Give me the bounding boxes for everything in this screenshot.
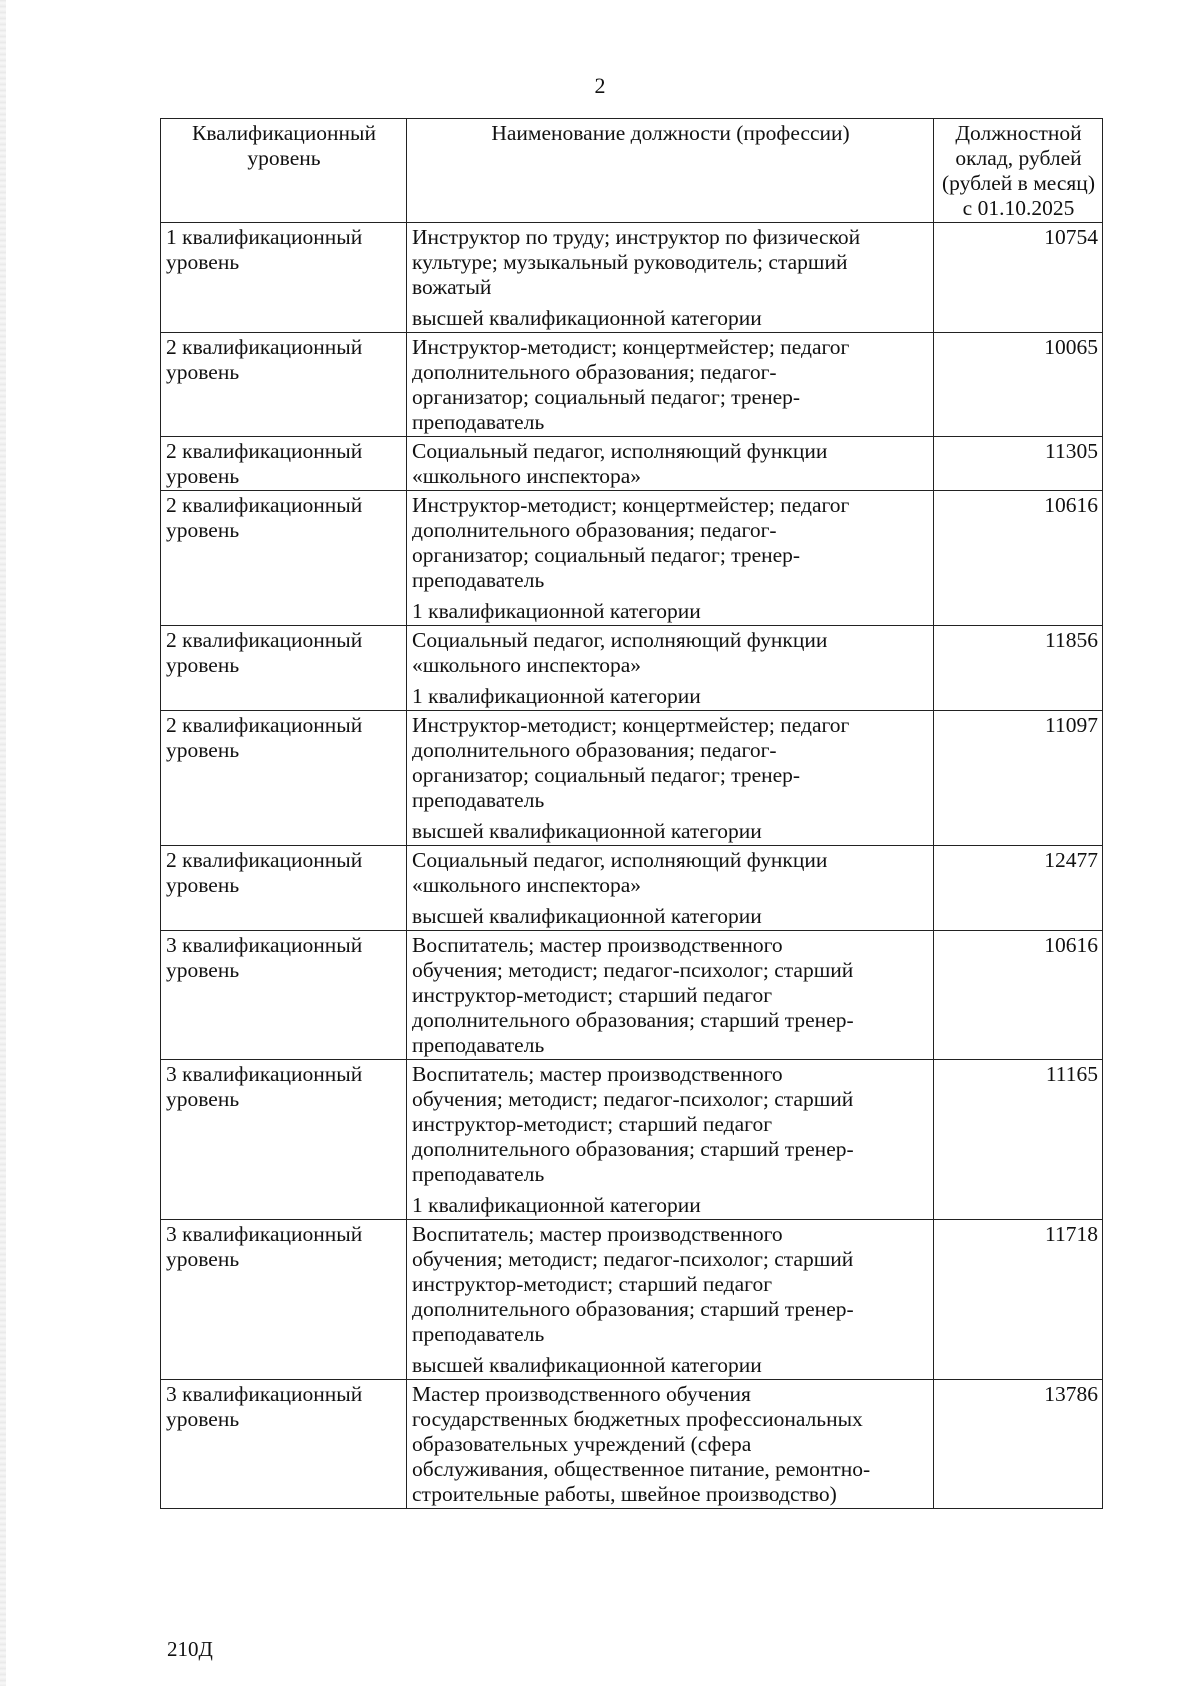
table-header-row	[161, 119, 1103, 223]
header-level	[161, 119, 407, 223]
salary-table	[160, 118, 1103, 1509]
cell-level-line: 2 квалификационный	[166, 628, 363, 652]
header-level-line: Квалификационный	[192, 121, 376, 145]
cell-position-name	[407, 223, 934, 333]
cell-position-line: преподаватель	[412, 568, 545, 592]
cell-position-line: организатор; социальный педагог; тренер-	[412, 385, 801, 409]
cell-position-line: преподаватель	[412, 1322, 545, 1346]
cell-position-name	[407, 931, 934, 1060]
cell-position-line: Социальный педагог, исполняющий функции	[412, 439, 828, 463]
cell-salary: 12477	[934, 846, 1103, 931]
cell-level-line: 3 квалификационный	[166, 1382, 363, 1406]
cell-position-line: инструктор-методист; старший педагог	[412, 1112, 773, 1136]
cell-level-line: уровень	[166, 653, 240, 677]
table-row	[161, 1380, 1103, 1509]
cell-position-line: обучения; методист; педагог-психолог; старший	[412, 1087, 854, 1111]
cell-salary: 11856	[934, 626, 1103, 711]
cell-level-line: уровень	[166, 873, 240, 897]
header-salary-line: с 01.10.2025	[962, 196, 1075, 220]
footer-code: 210Д	[167, 1637, 213, 1661]
cell-salary: 10616	[934, 491, 1103, 626]
cell-level	[161, 1060, 407, 1220]
cell-level-line: уровень	[166, 518, 240, 542]
cell-position-line: Мастер производственного обучения	[412, 1382, 751, 1406]
cell-category: высшей квалификационной категории	[412, 306, 762, 330]
cell-salary: 11165	[934, 1060, 1103, 1220]
cell-salary: 10616	[934, 931, 1103, 1060]
table-row	[161, 1220, 1103, 1380]
cell-level-line: уровень	[166, 958, 240, 982]
cell-position-line: Социальный педагог, исполняющий функции	[412, 628, 828, 652]
cell-position-line: преподаватель	[412, 1162, 545, 1186]
cell-level	[161, 437, 407, 491]
cell-level	[161, 491, 407, 626]
cell-level-line: уровень	[166, 464, 240, 488]
table-row	[161, 437, 1103, 491]
cell-position-line: дополнительного образования; старший тренер-	[412, 1137, 854, 1161]
cell-level-line: 1 квалификационный	[166, 225, 363, 249]
cell-level	[161, 846, 407, 931]
cell-salary: 11305	[934, 437, 1103, 491]
table-row	[161, 846, 1103, 931]
cell-position-line: Воспитатель; мастер производственного	[412, 1062, 783, 1086]
cell-position-name	[407, 846, 934, 931]
cell-salary: 11097	[934, 711, 1103, 846]
cell-position-line: обучения; методист; педагог-психолог; старший	[412, 958, 854, 982]
cell-position-name	[407, 491, 934, 626]
cell-position-name	[407, 437, 934, 491]
header-level-line: уровень	[247, 146, 321, 170]
cell-level	[161, 1380, 407, 1509]
cell-level-line: 3 квалификационный	[166, 933, 363, 957]
cell-level-line: 2 квалификационный	[166, 713, 363, 737]
cell-position-line: обслуживания, общественное питание, ремонтно-	[412, 1457, 871, 1481]
cell-position-line: государственных бюджетных профессиональных	[412, 1407, 863, 1431]
cell-level-line: 3 квалификационный	[166, 1222, 363, 1246]
cell-salary: 10754	[934, 223, 1103, 333]
table-row	[161, 491, 1103, 626]
cell-position-line: культуре; музыкальный руководитель; старший	[412, 250, 848, 274]
cell-position-line: Инструктор-методист; концертмейстер; педагог	[412, 713, 850, 737]
cell-level	[161, 333, 407, 437]
cell-position-line: инструктор-методист; старший педагог	[412, 1272, 773, 1296]
cell-position-line: преподаватель	[412, 1033, 545, 1057]
cell-position-line: преподаватель	[412, 410, 545, 434]
cell-category: 1 квалификационной категории	[412, 599, 701, 623]
cell-position-line: вожатый	[412, 275, 492, 299]
cell-position-line: дополнительного образования; педагог-	[412, 738, 777, 762]
cell-position-line: Воспитатель; мастер производственного	[412, 933, 783, 957]
cell-position-line: Инструктор по труду; инструктор по физической	[412, 225, 861, 249]
cell-position-line: обучения; методист; педагог-психолог; старший	[412, 1247, 854, 1271]
page-number: 2	[594, 73, 606, 98]
cell-position-line: Воспитатель; мастер производственного	[412, 1222, 783, 1246]
cell-level-line: 2 квалификационный	[166, 439, 363, 463]
table-row	[161, 333, 1103, 437]
cell-position-line: Инструктор-методист; концертмейстер; педагог	[412, 493, 850, 517]
cell-level	[161, 626, 407, 711]
cell-position-name	[407, 711, 934, 846]
cell-level	[161, 931, 407, 1060]
cell-salary: 10065	[934, 333, 1103, 437]
cell-level-line: 2 квалификационный	[166, 848, 363, 872]
cell-position-line: Социальный педагог, исполняющий функции	[412, 848, 828, 872]
cell-level-line: уровень	[166, 250, 240, 274]
cell-position-line: организатор; социальный педагог; тренер-	[412, 543, 801, 567]
cell-level	[161, 1220, 407, 1380]
cell-level	[161, 711, 407, 846]
scan-edge	[0, 0, 6, 1686]
table-row	[161, 223, 1103, 333]
cell-position-line: «школьного инспектора»	[412, 653, 641, 677]
cell-position-name	[407, 1220, 934, 1380]
table-row	[161, 711, 1103, 846]
cell-level-line: уровень	[166, 738, 240, 762]
cell-position-line: дополнительного образования; педагог-	[412, 518, 777, 542]
cell-position-line: дополнительного образования; старший тренер-	[412, 1297, 854, 1321]
cell-level-line: уровень	[166, 360, 240, 384]
cell-position-line: «школьного инспектора»	[412, 464, 641, 488]
cell-level-line: 3 квалификационный	[166, 1062, 363, 1086]
cell-salary: 13786	[934, 1380, 1103, 1509]
header-salary-line: оклад, рублей	[955, 146, 1082, 170]
cell-position-name	[407, 626, 934, 711]
header-salary-line: Должностной	[955, 121, 1082, 145]
header-salary	[934, 119, 1103, 223]
cell-salary: 11718	[934, 1220, 1103, 1380]
header-salary-line: (рублей в месяц)	[942, 171, 1095, 195]
header-name	[407, 119, 934, 223]
cell-category: высшей квалификационной категории	[412, 904, 762, 928]
cell-category: 1 квалификационной категории	[412, 684, 701, 708]
table-body	[161, 223, 1103, 1509]
cell-position-line: дополнительного образования; педагог-	[412, 360, 777, 384]
cell-category: высшей квалификационной категории	[412, 1353, 762, 1377]
cell-position-line: строительные работы, швейное производство)	[412, 1482, 837, 1506]
cell-level	[161, 223, 407, 333]
cell-position-line: преподаватель	[412, 788, 545, 812]
cell-position-line: организатор; социальный педагог; тренер-	[412, 763, 801, 787]
cell-position-line: инструктор-методист; старший педагог	[412, 983, 773, 1007]
cell-category: высшей квалификационной категории	[412, 819, 762, 843]
cell-position-line: Инструктор-методист; концертмейстер; педагог	[412, 335, 850, 359]
table-row	[161, 1060, 1103, 1220]
cell-position-name	[407, 1380, 934, 1509]
cell-level-line: уровень	[166, 1407, 240, 1431]
cell-category: 1 квалификационной категории	[412, 1193, 701, 1217]
cell-position-name	[407, 1060, 934, 1220]
table-row	[161, 626, 1103, 711]
cell-level-line: 2 квалификационный	[166, 493, 363, 517]
cell-position-name	[407, 333, 934, 437]
cell-level-line: уровень	[166, 1087, 240, 1111]
cell-level-line: уровень	[166, 1247, 240, 1271]
cell-level-line: 2 квалификационный	[166, 335, 363, 359]
header-name-line: Наименование должности (профессии)	[491, 121, 850, 145]
cell-position-line: образовательных учреждений (сфера	[412, 1432, 752, 1456]
table-row	[161, 931, 1103, 1060]
cell-position-line: дополнительного образования; старший тренер-	[412, 1008, 854, 1032]
cell-position-line: «школьного инспектора»	[412, 873, 641, 897]
